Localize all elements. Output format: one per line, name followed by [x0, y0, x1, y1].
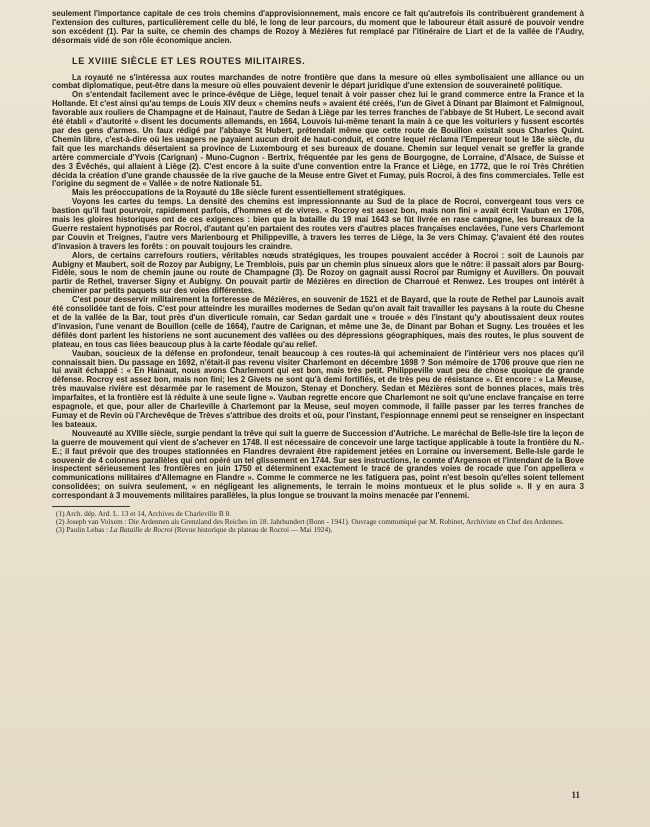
footnote-3-prefix: (3) Paulin Lebas :: [56, 525, 110, 535]
paragraph-belle-isle: Nouveauté au XVIIIe siècle, surgie pendant la trêve qui suit la guerre de Succession d'Autriche. Le maréchal de Belle-Isle tire la leçon de la guerre de mouvement qui vient de s'achever en 1748. Il est nécessaire de concevoir une large tactique applicable à toute la frontière du N.-E.; il faut prévoir que des troupes stationnées en Flandres devraient être rapidement jetées en Lorraine ou inversement. Belle-Isle garde le souvenir de 4 colonnes parallèles qui ont opéré un tel glissement en 1744. Sur ses instructions, le comte d'Argenson et l'intendant de la Bove inspectent sérieusement les frontières en juin 1750 et déterminent exactement le tracé de grandes voies de rocade que l'on appellera « communications militaires d'Allemagne en Flandre ». Comme le commerce ne les fatiguera pas, point n'est besoin qu'elles soient tellement consolidées; on suivra seulement, « en négligeant les alignements, le terrain le moins montueux et le plus solide ». Il y en aura 3 correspondant à 3 mouvements militaires parallèles, la plus longue se trouvant la moins menacée par l'ennemi.: [52, 428, 584, 501]
footnotes: [52, 510, 584, 535]
footnote-divider: [52, 506, 130, 507]
body-text: [52, 10, 584, 501]
footnote-3-suffix: (Revue historique du plateau de Rocroi — Mai 1924).: [172, 525, 333, 535]
intro-paragraph: seulement l'importance capitale de ces trois chemins d'approvisionnement, mais encore ce fait qu'autrefois ils contribuèrent grandement à l'extension des cultures, particulièrement celle du blé, le long de leur parcours, du moment que le laboureur était assuré de pouvoir vendre son excédent (1). Par la suite, ce chemin des champs de Rozoy à Mézières fut remplacé par l'itinéraire de Liart et de la vallée de l'Audry, désormais vidé de son rôle économique ancien.: [52, 9, 584, 45]
paragraph-carrefours: Alors, de certains carrefours routiers, véritables nœuds stratégiques, les troupes pouvaient accéder à Rocroi : soit de Launois par Aubigny et Maubert, soit de Rozoy par Aubigny, Le Tremblois, puis par un chemin plus sinueux alors que le nôtre: il passait alors par Bourg-Fidèle, sous le nom de chemin jaune ou route de Champagne (3). De Rozoy on gagnait aussi Rocroi par Rumigny et Auvillers. On pouvait partir de Rethel, traverser Signy et Aubigny. On pouvait partir de Mézières en direction de Charroué et Renwez. Les troupes ont intérêt à cheminer par petits paquets sur des voies différentes.: [52, 250, 584, 296]
footnote-3: [52, 526, 584, 534]
footnote-2: (2) Joseph van Volxem : Die Ardennen als Grenzland des Reiches im 18. Jahrhundert (Bonn - 1941). Ouvrage communiqué par M. Robinet, Archiviste en Chef des Ardennes.: [56, 517, 564, 527]
paragraph-vauban: Vauban, soucieux de la défense en profondeur, tenait beaucoup à ces routes-là qui acheminaient de l'intérieur vers nos places qu'il connaissait bien. Du passage en 1692, n'était-il pas revenu visiter Charlemont en décembre 1698 ? Son mémoire de 1706 prouve que rien ne lui avait échappé : « En Hainaut, nous avons Charlemont qui est bon, mais très petit. Philippeville vaut peu de chose quoique de grande défense. Rocroy est assez bon, mais non fini; les 2 Givets ne sont qu'à demi fortifiés, et de très peu de résistance ». Et encore : « La Meuse, très mauvaise rivière est désarmée par le rasement de Mouzon, Stenay et Donchery. Sedan et Mézières sont de bonnes places, mais très imparfaites, et la frontière est là réduite à une seule ligne ». Vauban regrette encore que Charlemont ne soit qu'une enclave française en terre espagnole, et que, pour aller de Charleville à Charlemont par la Meuse, seul moyen commode, il faille passer par les terres franches de Fumay et de Revin où l'Archevêque de Trèves s'attribue des droits et où, pour l'instant, l'espionnage ennemi peut se renseigner en inspectant les bateaux.: [52, 348, 584, 429]
paragraph-strategiques: Mais les préoccupations de la Royauté du 18e siècle furent essentiellement stratégiques.: [72, 188, 406, 198]
footnote-1: (1) Arch. dép. Ard. L. 13 et 14, Archives de Charleville B 8.: [56, 509, 232, 519]
section-title: LE XVIIIE SIÈCLE ET LES ROUTES MILITAIRES.: [72, 55, 306, 66]
footnote-3-title: La Bataille de Rocroi: [109, 525, 173, 535]
paragraph-liege: On s'entendait facilement avec le prince-évêque de Liège, lequel tenait à voir passer chez lui le grand commerce entre la France et la Hollande. Et c'est ainsi qu'au temps de Louis XIV deux « chemins neufs » avaient été créés, l'un de Givet à Dinant par Blaimont et Falmignoul, favorable aux rouliers de Champagne et de Hainaut, l'autre de Sedan à Liège par les terres franches de l'abbaye de St Hubert. Le second avait été établi « d'autorité » disent les documents allemands, en 1664, Louvois lui-même tenant la main à ce que les voituriers y fussent escortés par des gens d'armes. Un faux rédigé par l'abbaye St Hubert, prétendait même que cette route de Bouillon existait sous Charles Quint. Chemin libre, c'est-à-dire où les usagers ne payaient aucun droit de haut-conduit, et contre lequel réclama l'Empereur tout le 18e siècle, du fait que les marchands désertaient sa province de Luxembourg et ses bureaux de douane. Chemin sur lequel venait se greffer la grande artère commerciale d'Yvois (Carignan) - Muno-Cugnon - Bertrix, fréquentée par les gens de Bourgogne, de Lorraine, d'Alsace, de Suisse et des 3 Évêchés, qui allaient à Liège (2). C'est encore à la suite d'une convention entre la France et Liège, en 1772, que le roi Très Chrétien décida la création d'une grande chaussée de la rive gauche de la Meuse entre Givet et Fumay, puis Rocroi, à des fins commerciales. Telle est l'origine du segment de « Vallée » de notre Nationale 51.: [52, 90, 584, 189]
paragraph-royaute: La royauté ne s'intéressa aux routes marchandes de notre frontière que dans la mesure où elles symbolisaient une alliance ou un combat diplomatique, peut-être dans la mesure où elles pouvaient devenir le départ juridique d'une extension de souveraineté politique.: [52, 72, 584, 91]
page-number: 11: [571, 790, 580, 800]
paragraph-cartes: Voyons les cartes du temps. La densité des chemins est impressionnante au Sud de la place de Rocroi, convergeant tous vers ce bastion qu'il faut pourvoir, rapidement parfois, d'hommes et de vivres. « Rocroy est assez bon, mais non fini » avait écrit Vauban en 1706, mais les gloires historiques ont de ces exigences : bien que la bataille du 19 mai 1643 se fût livrée en rase campagne, les bureaux de la Guerre restaient hypnotisés par Rocroi, d'autant qu'en partaient des routes vers d'autres places françaises enclavées, l'une vers Charlemont par Couvin et Treignes, l'autre vers Marienbourg et Philippeville, à travers les terres de Liège, la 3e vers Chimay. Ç'avaient été des routes d'invasion à travers les forêts : on pouvait toujours les craindre.: [52, 197, 584, 251]
paragraph-mezieres: C'est pour desservir militairement la forteresse de Mézières, en souvenir de 1521 et de Bayard, que la route de Rethel par Launois avait été consolidée tant de fois. C'est pour atteindre les murailles modernes de Sedan qu'on avait fait travailler les paysans à la route du Chesne et de la vallée de la Bar, tout près d'un diverticule romain, car Sedan gardait une « trouée » dès l'instant qu'y aboutissaient deux routes d'invasion, l'une venant de Bouillon (celle de 1664), l'autre de Carignan, et même une 3e, de Dinant par Bohan et Sugny. Les trouées et les défilés dont parlent les historiens ne sont aucunement des vallées ou des dépressions géographiques, mais des routes, le plus souvent de plateau, en tous cas liées beaucoup plus à la carte féodale qu'au relief.: [52, 295, 584, 349]
